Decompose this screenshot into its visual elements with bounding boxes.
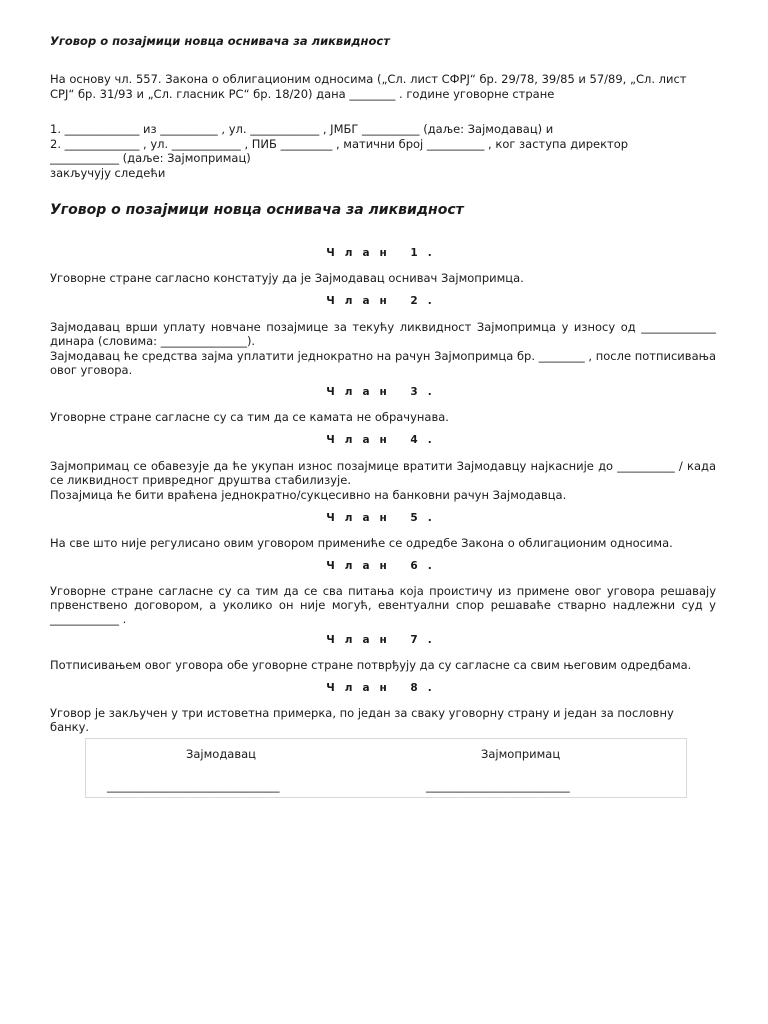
document-header-title: Уговор о позајмици новца оснивача за ликвидност [50, 34, 390, 48]
party-2-line: 2. _____________ , ул. ____________ , ПИБ _________ , матични број __________ , ког заступа директор [50, 137, 629, 151]
article-8-heading: Члан 8. [326, 682, 442, 694]
article-3-text: Уговорне стране сагласне су са тим да се камата не обрачунава. [50, 410, 449, 424]
lender-signature-label: Зајмодавац [186, 747, 256, 761]
party-2-continuation: ____________ (даље: Зајмопримац) [50, 151, 251, 165]
article-1-heading: Члан 1. [326, 247, 442, 259]
article-8-text: Уговор је закључен у три истоветна примерка, по један за сваку уговорну страну и један за пословну банку. [50, 706, 674, 734]
article-7-heading: Члан 7. [326, 634, 442, 646]
party-1-line: 1. _____________ из __________ , ул. ____________ , ЈМБГ __________ (даље: Зајмодавац) и [50, 122, 554, 136]
intro-line-2: СРЈ“ бр. 31/93 и „Сл. гласник РС“ бр. 18/20) дана ________ . године уговорне стране [50, 87, 555, 101]
article-4-text-2: Позајмица ће бити враћена једнократно/сукцесивно на банковни рачун Зајмодавца. [50, 488, 567, 502]
article-6-text: Уговорне стране сагласне су са тим да се сва питања која проистичу из примене овог уговора решавају првенствено договором, а уколико он није могућ, евентуални спор решаваће стварно надлежни суд у ____________ . [50, 584, 716, 626]
article-4-text-1: Зајмопримац се обавезује да ће укупан износ позајмице вратити Зајмодавцу најкасније до __________ / када се ликвидност привредног друштва стабилизује. [50, 459, 716, 487]
article-5-text: На све што није регулисано овим уговором примениће се одредбе Закона о облигационим односима. [50, 536, 673, 550]
article-5-heading: Члан 5. [326, 512, 442, 524]
conclude-line: закључују следећи [50, 166, 166, 180]
article-2-heading: Члан 2. [326, 295, 442, 307]
lender-signature-line: ______________________________ [107, 779, 280, 793]
borrower-signature-line: _________________________ [426, 779, 570, 793]
intro-line-1: На основу чл. 557. Закона о облигационим односима („Сл. лист СФРЈ“ бр. 29/78, 39/85 и 57/89, „Сл. лист [50, 72, 687, 86]
signature-block [85, 738, 687, 798]
article-2-text-1: Зајмодавац врши уплату новчане позајмице за текућу ликвидност Зајмопримца у износу од _____________ динара (словима: _______________). [50, 320, 716, 348]
article-7-text: Потписивањем овог уговора обе уговорне стране потврђују да су сагласне са свим његовим одредбама. [50, 658, 692, 672]
article-2-text-2: Зајмодавац ће средства зајма уплатити једнократно на рачун Зајмопримца бр. ________ , после потписивања овог уговора. [50, 349, 716, 377]
article-3-heading: Члан 3. [326, 386, 442, 398]
article-1-text: Уговорне стране сагласно констатују да је Зајмодавац оснивач Зајмопримца. [50, 271, 524, 285]
borrower-signature-label: Зајмопримац [481, 747, 561, 761]
article-6-heading: Члан 6. [326, 560, 442, 572]
article-4-heading: Члан 4. [326, 434, 442, 446]
contract-main-title: Уговор о позајмици новца оснивача за ликвидност [50, 202, 464, 218]
